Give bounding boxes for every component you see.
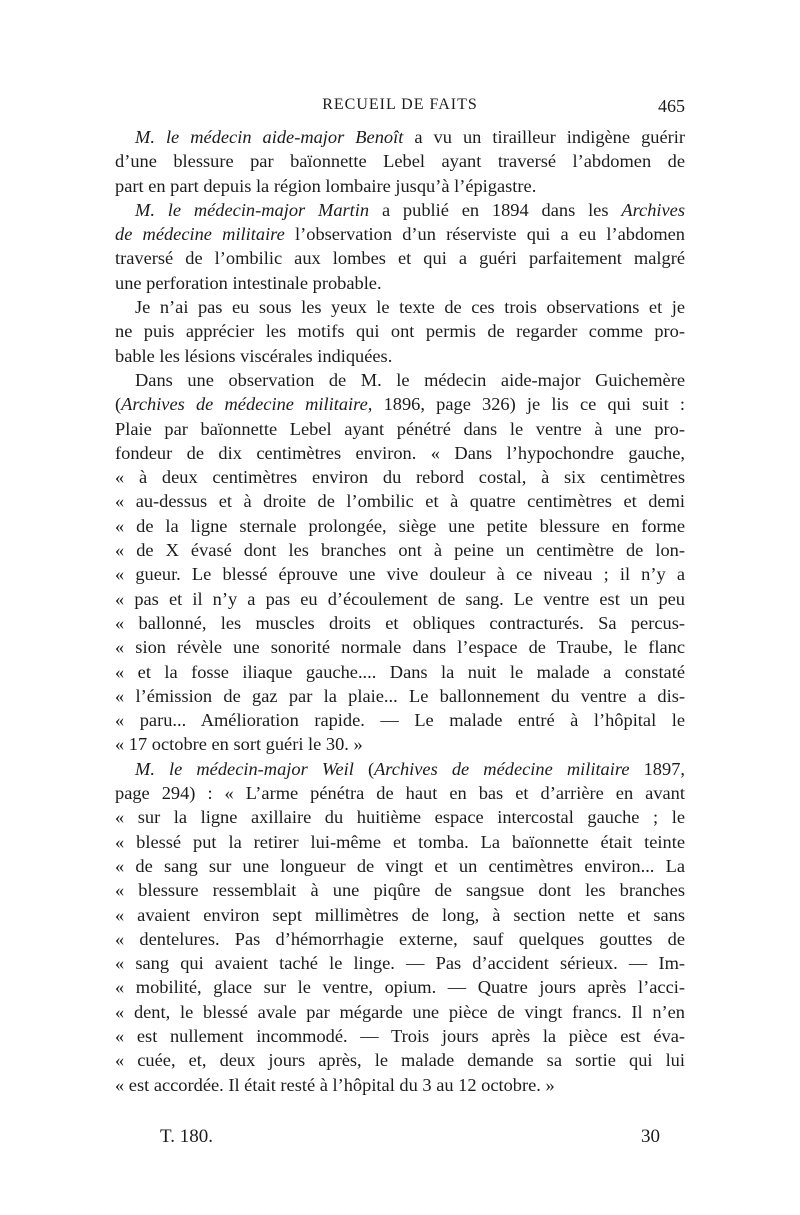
text-line [115, 951, 685, 975]
paragraph [115, 757, 685, 1097]
text-run: « dentelures. Pas d’hémorrhagie externe, sauf quelques gouttes de [115, 928, 685, 949]
text-line [115, 295, 685, 319]
text-line [115, 368, 685, 392]
text-run: « de X évasé dont les branches ont à peine un centimètre de lon- [115, 540, 685, 561]
text-run: a vu un tirailleur indigène guérir [403, 127, 685, 147]
text-line [115, 757, 685, 781]
text-run: page 294) : « L’arme pénétra de haut en bas et d’arrière en avant [115, 783, 685, 804]
text-line [115, 854, 685, 878]
text-run: « sion révèle une sonorité normale dans l’espace de Traube, le flanc [115, 637, 685, 658]
paragraph [115, 198, 685, 295]
printer-signature: T. 180. [160, 1126, 213, 1147]
text-line [115, 392, 685, 416]
text-line [115, 246, 685, 270]
italic-text: M. le médecin-major Martin [135, 199, 370, 220]
text-run: « est nullement incommodé. — Trois jours après la pièce est éva- [115, 1025, 685, 1046]
italic-text: Archives de médecine militaire [374, 758, 630, 779]
text-line [115, 927, 685, 951]
running-title: RECUEIL DE FAITS [322, 96, 478, 113]
text-run: d’une blessure par baïonnette Lebel ayant traversé l’abdomen de [115, 151, 685, 172]
text-run: bable les lésions viscérales indiquées. [115, 345, 393, 366]
text-line [115, 611, 685, 635]
paragraph [115, 125, 685, 198]
text-line [115, 684, 685, 708]
body-text [115, 125, 685, 1097]
text-line [115, 149, 685, 173]
text-run: « de la ligne sternale prolongée, siège une petite blessure en forme [115, 515, 685, 536]
text-run: ( [115, 394, 122, 415]
text-line [115, 514, 685, 538]
text-run: Plaie par baïonnette Lebel ayant pénétré dans le ventre à une pro- [115, 418, 685, 439]
italic-text: M. le médecin aide-major Benoît [135, 127, 404, 147]
text-run: 1897, [629, 758, 685, 779]
text-run: « paru... Amélioration rapide. — Le malade entré à l’hôpital le [115, 710, 685, 731]
text-line [115, 417, 685, 441]
text-run: l’observation d’un réserviste qui a eu l’abdomen [284, 224, 685, 245]
text-run: Dans une observation de M. le médecin aide-major Guichemère [135, 369, 685, 390]
text-run: 1896, page 326) je lis ce qui suit : [372, 394, 685, 415]
text-run: part en part depuis la région lombaire jusqu’à l’épigastre. [115, 175, 537, 196]
text-line [115, 805, 685, 829]
text-line [115, 222, 685, 246]
text-run: « 17 octobre en sort guéri le 30. » [115, 734, 363, 755]
text-line [115, 1024, 685, 1048]
text-line [115, 562, 685, 586]
text-line [115, 1073, 685, 1097]
text-run: « est accordée. Il était resté à l’hôpital du 3 au 12 octobre. » [115, 1074, 555, 1095]
text-run: « pas et il n’y a pas eu d’écoulement de sang. Le ventre est un peu [115, 588, 685, 609]
text-line [115, 708, 685, 732]
text-run: « cuée, et, deux jours après, le malade demande sa sortie qui lui [115, 1050, 685, 1071]
text-run: « l’émission de gaz par la plaie... Le ballonnement du ventre a dis- [115, 685, 685, 706]
page-footer [160, 1126, 660, 1154]
page-header [115, 96, 685, 122]
text-line [115, 465, 685, 489]
text-line [115, 878, 685, 902]
text-run: « mobilité, glace sur le ventre, opium. — Quatre jours après l’acci- [115, 977, 685, 998]
text-line [115, 319, 685, 343]
text-run: « gueur. Le blessé éprouve une vive douleur à ce niveau ; il n’y a [115, 564, 685, 585]
text-run: « dent, le blessé avale par mégarde une pièce de vingt francs. Il n’en [115, 1001, 685, 1022]
text-run: « sang qui avaient taché le linge. — Pas d’accident sérieux. — Im- [115, 953, 685, 974]
italic-text: Archives de médecine militaire, [121, 394, 373, 415]
text-run: « avaient environ sept millimètres de long, à section nette et sans [115, 904, 685, 925]
page-number: 465 [658, 96, 685, 116]
text-run: une perforation intestinale probable. [115, 272, 382, 293]
text-line [115, 198, 685, 222]
text-line [115, 587, 685, 611]
text-run: « blessé put la retirer lui-même et tomba. La baïonnette était teinte [115, 831, 685, 852]
text-run: a publié en 1894 dans les [369, 199, 622, 220]
text-line [115, 830, 685, 854]
text-line [115, 732, 685, 756]
text-run: « sur la ligne axillaire du huitième espace intercostal gauche ; le [115, 807, 685, 828]
text-run: « de sang sur une longueur de vingt et un centimètres environ... La [115, 855, 685, 876]
text-line [115, 271, 685, 295]
text-line [115, 660, 685, 684]
text-line [115, 635, 685, 659]
paragraph [115, 295, 685, 368]
italic-text: Archives [621, 199, 685, 220]
text-line [115, 489, 685, 513]
text-line [115, 125, 685, 149]
italic-text: de médecine militaire [115, 224, 285, 245]
text-line [115, 1000, 685, 1024]
text-run: « et la fosse iliaque gauche.... Dans la nuit le malade a constaté [115, 661, 685, 682]
text-run: ne puis apprécier les motifs qui ont permis de regarder comme pro- [115, 321, 685, 342]
text-run: « au-dessus et à droite de l’ombilic et à quatre centimètres et demi [115, 491, 685, 512]
text-run: ( [353, 758, 375, 779]
sheet-number: 30 [641, 1126, 660, 1147]
text-line [115, 344, 685, 368]
text-run: « à deux centimètres environ du rebord costal, à six centimètres [115, 467, 685, 488]
italic-text: M. le médecin-major Weil [135, 758, 354, 779]
text-run: fondeur de dix centimètres environ. « Dans l’hypochondre gauche, [115, 442, 685, 463]
text-line [115, 1048, 685, 1072]
text-run: « blessure ressemblait à une piqûre de sangsue dont les branches [115, 880, 685, 901]
text-line [115, 174, 685, 198]
text-line [115, 441, 685, 465]
paragraph [115, 368, 685, 757]
text-run: traversé de l’ombilic aux lombes et qui a guéri parfaitement malgré [115, 248, 685, 269]
text-line [115, 903, 685, 927]
text-run: « ballonné, les muscles droits et obliques contracturés. Sa percus- [115, 612, 685, 633]
text-run: Je n’ai pas eu sous les yeux le texte de ces trois observations et je [135, 297, 685, 318]
text-line [115, 781, 685, 805]
text-line [115, 975, 685, 999]
text-line [115, 538, 685, 562]
